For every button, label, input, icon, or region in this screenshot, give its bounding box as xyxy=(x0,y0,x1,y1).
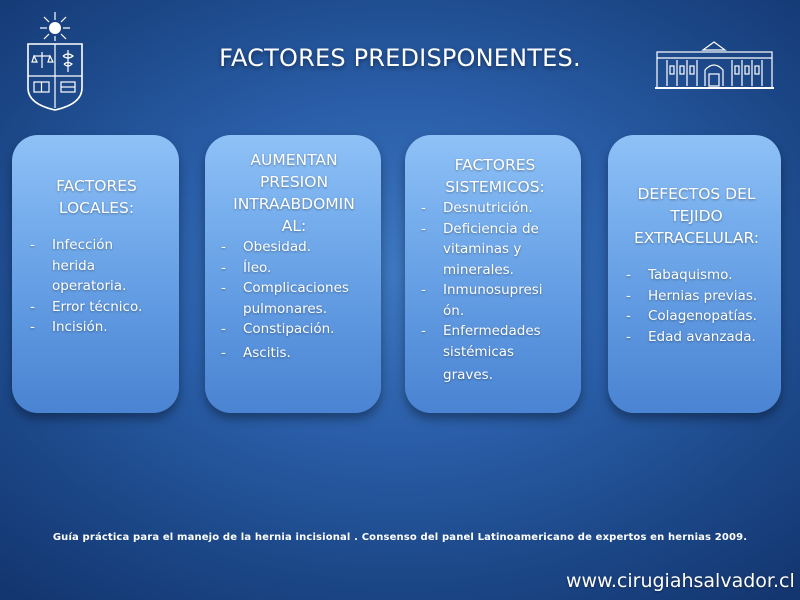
slide-title: FACTORES PREDISPONENTES. xyxy=(219,44,581,72)
card-heading-line: SISTEMICOS: xyxy=(445,178,545,196)
card-heading-line: FACTORES xyxy=(56,177,137,195)
list-item: - Edad avanzada. xyxy=(626,328,756,345)
website-url: www.cirugiahsalvador.cl xyxy=(566,570,795,592)
card-heading-line: AL: xyxy=(281,217,307,235)
list-item: - Inmunosupresi ón. xyxy=(421,282,543,319)
list-item: - Ascitis. xyxy=(221,344,291,361)
card-heading xyxy=(26,175,167,219)
list-item: - Constipación. xyxy=(221,321,335,337)
card-heading-line: FACTORES xyxy=(454,156,536,174)
list-item: - Obesidad. xyxy=(221,239,311,255)
card-heading-line: DEFECTOS DEL xyxy=(637,185,756,203)
card-defectos-tejido xyxy=(608,135,781,413)
card-item-list xyxy=(26,235,167,338)
list-item: - Enfermedades sistémicas graves. xyxy=(421,323,541,383)
list-item: - Incisión. xyxy=(30,319,108,335)
list-item: - Error técnico. xyxy=(30,298,143,315)
card-factores-sistemicos xyxy=(405,135,581,413)
card-factores-locales xyxy=(12,135,179,413)
list-item: - Colagenopatías. xyxy=(626,308,757,324)
card-item-list xyxy=(417,198,573,386)
card-heading xyxy=(622,183,771,249)
list-item: - Infección herida operatoria. xyxy=(30,237,127,294)
card-aumentan-presion xyxy=(205,135,381,413)
list-item: - Hernias previas. xyxy=(626,287,758,304)
reference-citation: Guía práctica para el manejo de la hernia incisional . Consenso del panel Latinoamericano de expertos en hernias 2009. xyxy=(52,532,748,543)
card-heading-line: TEJIDO xyxy=(670,207,723,225)
card-item-list xyxy=(217,237,371,363)
card-heading-line: AUMENTAN xyxy=(250,151,338,169)
card-heading-line: LOCALES: xyxy=(58,199,135,217)
list-item: - Deficiencia de vitaminas y minerales. xyxy=(421,220,539,278)
card-heading-line: INTRAABDOMIN xyxy=(233,195,355,213)
card-item-list xyxy=(622,265,771,347)
list-item: - Íleo. xyxy=(221,259,272,276)
card-heading-line: PRESION xyxy=(259,173,329,191)
card-heading xyxy=(417,154,573,198)
list-item: - Desnutrición. xyxy=(421,200,533,216)
card-heading xyxy=(217,149,371,237)
list-item: - Complicaciones pulmonares. xyxy=(221,280,349,317)
card-heading-line: EXTRACELULAR: xyxy=(633,229,759,247)
list-item: - Tabaquismo. xyxy=(626,267,733,283)
